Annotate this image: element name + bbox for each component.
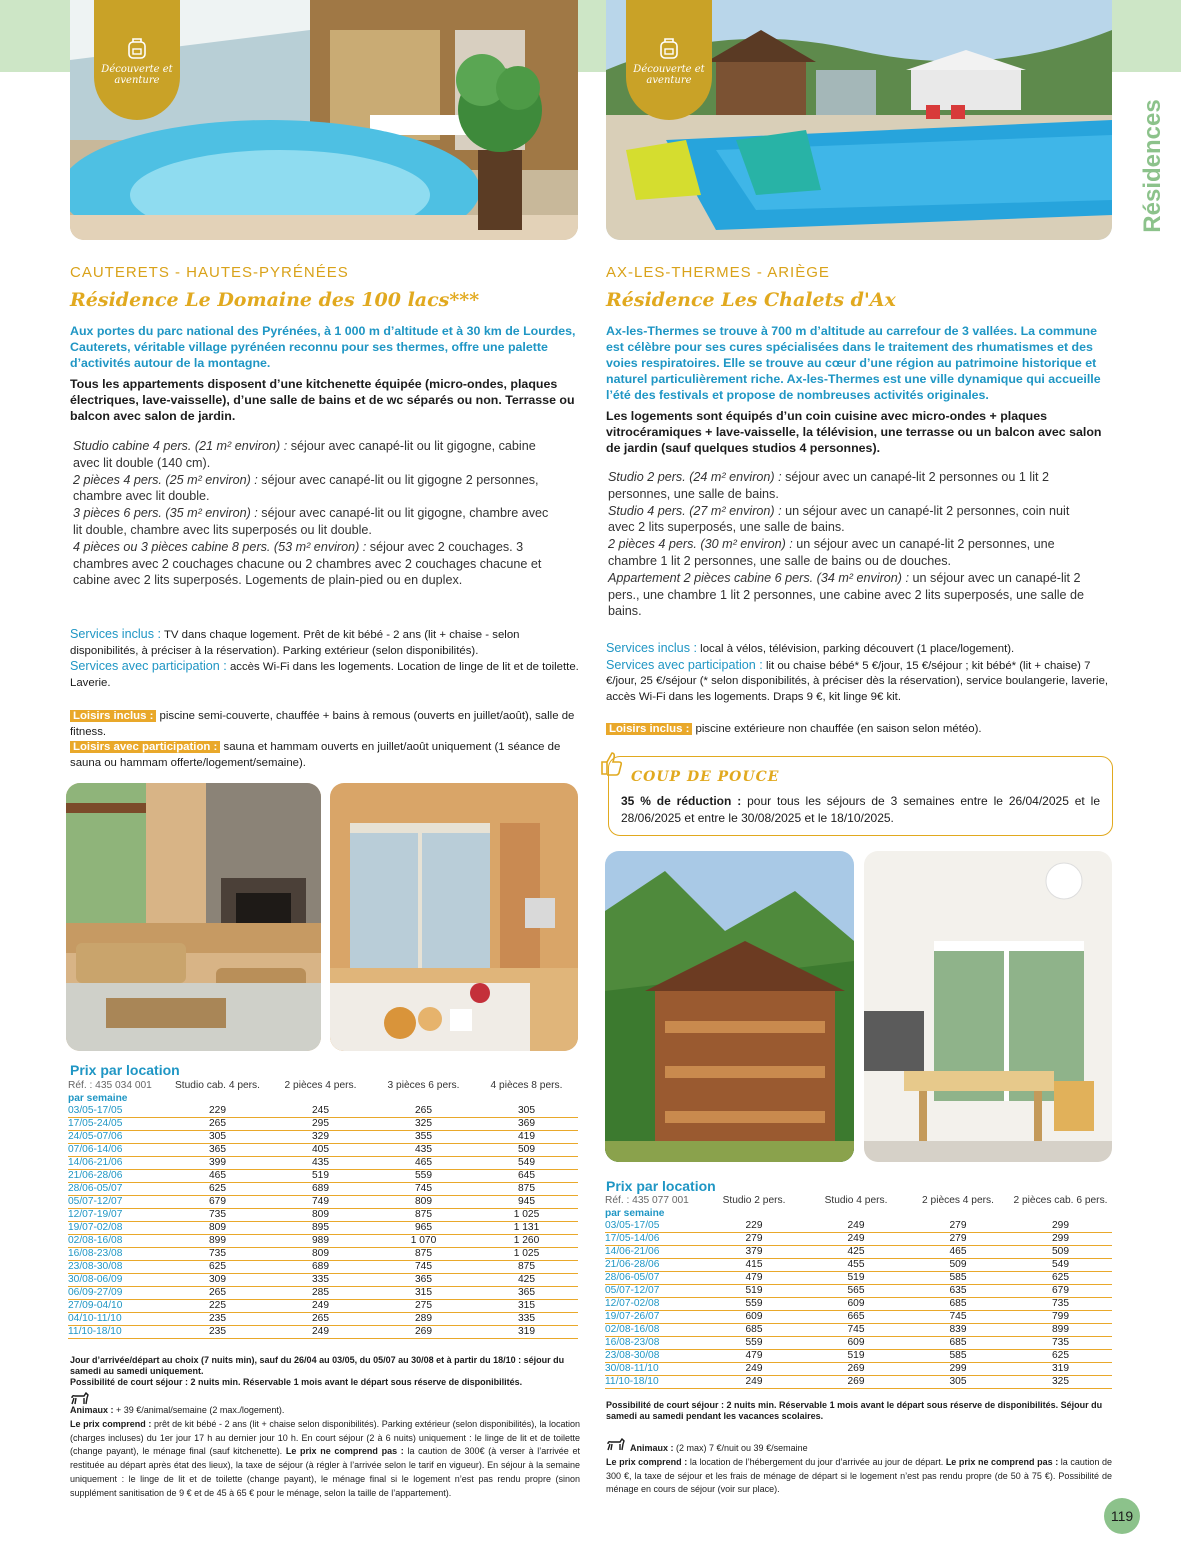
badge-discovery-right: Découverte et aventure [626,0,712,120]
pool-photo-left [70,0,578,240]
table-row: 12/07-19/07 735 809 875 1 025 [68,1209,578,1222]
table-row: 19/07-26/07 609 665 745 799 [605,1311,1112,1324]
chalet-interior-photo [864,851,1112,1162]
table-row: 11/10-18/10 249 269 305 325 [605,1376,1112,1389]
right-price-table [605,1194,1112,1389]
table-row: 16/08-23/08 735 809 875 1 025 [68,1248,578,1261]
table-row: 30/08-11/10 249 269 299 319 [605,1363,1112,1376]
table-row: 11/10-18/10 235 249 269 319 [68,1326,578,1339]
left-residence-title: Résidence Le Domaine des 100 lacs*** [70,289,480,311]
table-row: 23/08-30/08 479 519 585 625 [605,1350,1112,1363]
header-band-middle [578,0,606,72]
header-band-right [1112,0,1181,72]
left-fine-print: Animaux : + 39 €/animal/semaine (2 max./logement). Le prix comprend : prêt de kit bébé - 2 ans (lit + chaise selon disponibilités). Parking extérieur (selon disponibilités), la location (charges incluses) du 1er jour 17 h au dernier jour 10 h. En court séjour (2 à 6 nuits) uniquement : le linge de lit et de toilette (change payant), le ménage final (sauf kitchenette). Le prix ne comprend pas : la caution de 300€ (à verser à l’arrivée et restituée au départ après état des lieux), la taxe de séjour (à régler à l’arrivée selon le tarif en vigueur). En séjour à la semaine uniquement : le linge de lit et de toilette (change payant), le ménage final si le logement n’est pas rendu propre (sinon supplément sanitisation de 9 € et de 45 à 65 € pour le ménage, selon la taille de l’appartement). [70,1405,580,1498]
table-header: Réf. : 435 077 001 Studio 2 pers. Studio 4 pers. 2 pièces 4 pers. 2 pièces cab. 6 pers. [605,1195,1108,1206]
dining-room-photo-left [330,783,578,1051]
right-body: Les logements sont équipés d’un coin cuisine avec micro-ondes + plaques vitrocéramiques + lave-vaisselle, la télévision, une terrasse ou un balcon avec salon de jardin (sauf quelques studios 4 personnes). [606,409,1102,455]
table-header: Réf. : 435 034 001 Studio cab. 4 pers. 2 pièces 4 pers. 3 pièces 6 pers. 4 pièces 8 pers. [68,1080,563,1091]
table-row: 03/05-17/05 229 245 265 305 [68,1105,578,1118]
left-location: CAUTERETS - HAUTES-PYRÉNÉES [70,264,349,281]
room-item: Studio 4 pers. (27 m² environ) : un séjour avec un canapé-lit 2 personnes, coin nuit avec 2 lits superposés, une salle de bains. [608,503,1070,535]
header-band-left [0,0,70,72]
table-row: 05/07-12/07 679 749 809 945 [68,1196,578,1209]
table-row: 17/05-24/05 265 295 325 369 [68,1118,578,1131]
right-location: AX-LES-THERMES - ARIÈGE [606,264,830,281]
right-intro: Ax-les-Thermes se trouve à 700 m d’altitude au carrefour de 3 vallées. La commune est célèbre pour ses cures spécialisées dans le traitement des rhumatismes et des voies respiratoires. Elle se trouve au cœur d’une région au patrimoine historique et naturel particulièrement riche. Ax-les-Thermes est une ville dynamique qui accueille l’été des festivals et propose de nombreuses activités originales. [606,324,1101,402]
room-item: 2 pièces 4 pers. (30 m² environ) : un séjour avec un canapé-lit 2 personnes, une chambre 1 lit 2 personnes, une salle de bains ou de douches. [608,537,1055,568]
pool-photo-right [606,0,1112,240]
table-row: 27/09-04/10 225 249 275 315 [68,1300,578,1313]
table-row: 14/06-21/06 379 425 465 509 [605,1246,1112,1259]
left-intro: Aux portes du parc national des Pyrénées, à 1 000 m d’altitude et à 30 km de Lourdes, Cauterets, véritable village pyrénéen reconnu pour ses thermes, offre une palette d’activités autour de la montagne. [70,324,576,370]
room-item: Studio 2 pers. (24 m² environ) : séjour avec un canapé-lit 2 personnes ou 1 lit 2 personnes, une salle de bains. [608,470,1050,501]
page-number: 119 [1104,1498,1140,1534]
backpack-icon [126,36,148,60]
room-item: 2 pièces 4 pers. (25 m² environ) : séjour avec canapé-lit ou lit gigogne 2 personnes, chambre avec lit double. [73,472,539,504]
left-services: Services inclus : TV dans chaque logement. Prêt de kit bébé - 2 ans (lit + chaise - selon disponibilités, à préciser à la réservation). Parking extérieur (selon disponibilités). Services avec participation : accès Wi-Fi dans les logements. Location de linge de lit et de toilette. Laverie. [70,627,579,689]
backpack-icon [658,36,680,60]
table-subheader: par semaine [68,1093,128,1104]
living-room-photo-left [66,783,321,1051]
table-row: 23/08-30/08 625 689 745 875 [68,1261,578,1274]
chalet-exterior-photo [605,851,854,1162]
right-room-list [608,469,1086,620]
table-row: 03/05-17/05 229 249 279 299 [605,1220,1112,1233]
table-row: 21/06-28/06 465 519 559 645 [68,1170,578,1183]
room-item: 3 pièces 6 pers. (35 m² environ) : séjour avec canapé-lit ou lit gigogne, chambre avec lit double, chambre avec lits superposés ou lit double. [73,506,549,537]
table-subheader: par semaine [605,1208,665,1219]
promo-box [608,756,1113,836]
table-row: 16/08-23/08 559 609 685 735 [605,1337,1112,1350]
table-row: 14/06-21/06 399 435 465 549 [68,1157,578,1170]
table-row: 21/06-28/06 415 455 509 549 [605,1259,1112,1272]
table-row: 05/07-12/07 519 565 635 679 [605,1285,1112,1298]
room-item: Studio cabine 4 pers. (21 m² environ) : séjour avec canapé-lit ou lit gigogne, cabine avec lit double (140 cm). [73,439,536,470]
right-price-title: Prix par location [606,1178,716,1194]
table-row: 19/07-02/08 809 895 965 1 131 [68,1222,578,1235]
table-row: 17/05-14/06 279 249 279 299 [605,1233,1112,1246]
left-body: Tous les appartements disposent d’une kitchenette équipée (micro-ondes, plaques électriques, lave-vaisselle), d’une salle de bains et de wc séparés ou non. Terrasse ou balcon avec salon de jardin. [70,377,575,423]
table-row: 02/08-16/08 899 989 1 070 1 260 [68,1235,578,1248]
left-leisure: Loisirs inclus : piscine semi-couverte, chauffée + bains à remous (ouverts en juillet/août), salle de fitness. Loisirs avec participation : sauna et hammam ouverts en juillet/août uniquement (1 séance de sauna ou hammam offerte/logement/semaine). [70,710,575,769]
right-services: Services inclus : local à vélos, télévision, parking découvert (1 place/logement). Services avec participation : lit ou chaise bébé* 5 €/jour, 15 €/séjour ; kit bébé* (lit + chaise) 7 €/jour, 25 €/séjour (* selon disponibilités, à préciser dès la réservation), service boulangerie, laverie, accès Wi-Fi dans les logements. Draps 9 €, kit linge 9€ kit. [606,641,1109,703]
table-row: 30/08-06/09 309 335 365 425 [68,1274,578,1287]
table-row: 24/05-07/06 305 329 355 419 [68,1131,578,1144]
right-residence-title: Résidence Les Chalets d'Ax [606,289,896,311]
left-price-table [68,1079,578,1339]
left-room-list [73,438,551,589]
promo-text: 35 % de réduction : pour tous les séjours de 3 semaines entre le 26/04/2025 et le 28/06/2025 et entre le 30/08/2025 et le 18/10/2025. [621,794,1100,825]
room-item: Appartement 2 pièces cabine 6 pers. (34 m² environ) : un séjour avec un canapé-lit 2 pers., une chambre 1 lit 2 personnes, une cabine avec 2 lits superposés, une salle de bains. [608,570,1085,619]
left-table-notes: Jour d’arrivée/départ au choix (7 nuits min), sauf du 26/04 au 03/05, du 05/07 au 30/08 et à partir du 18/10 : séjour du samedi au samedi uniquement. Possibilité de court séjour : 2 nuits min. Réservable 1 mois avant le départ sous réserve de disponibilités. [70,1355,565,1387]
right-leisure: Loisirs inclus : piscine extérieure non chauffée (en saison selon météo). [606,722,1114,738]
left-price-title: Prix par location [70,1062,180,1078]
table-row: 12/07-02/08 559 609 685 735 [605,1298,1112,1311]
promo-title: COUP DE POUCE [631,769,780,785]
table-row: 28/06-05/07 625 689 745 875 [68,1183,578,1196]
table-row: 04/10-11/10 235 265 289 335 [68,1313,578,1326]
table-row: 28/06-05/07 479 519 585 625 [605,1272,1112,1285]
right-fine-print: Animaux : (2 max) 7 €/nuit ou 39 €/semaine Le prix comprend : la location de l’hébergement du jour d’arrivée au jour de départ. Le prix ne comprend pas : la caution de 300 €, la taxe de séjour et les frais de ménage de départ si le logement n’est pas rendu propre (de 50 à 75 €). Possibilité de ménage en cours de séjour (voir sur place). [606,1443,1112,1495]
badge-discovery-left: Découverte et aventure [94,0,180,120]
right-table-notes: Possibilité de court séjour : 2 nuits min. Réservable 1 mois avant le départ sous réserve de disponibilités. Séjour du samedi au samedi pendant les vacances scolaires. [606,1400,1103,1421]
section-side-tab: Résidences [1139,99,1166,233]
table-row: 02/08-16/08 685 745 839 899 [605,1324,1112,1337]
room-item: 4 pièces ou 3 pièces cabine 8 pers. (53 m² environ) : séjour avec 2 couchages. 3 chambres avec 2 couchages chacune ou 2 chambres avec 2 couchages chacune et cabine avec 2 lits superposés. Logements de plain-pied ou en duplex. [73,539,542,588]
table-row: 07/06-14/06 365 405 435 509 [68,1144,578,1157]
table-row: 06/09-27/09 265 285 315 365 [68,1287,578,1300]
